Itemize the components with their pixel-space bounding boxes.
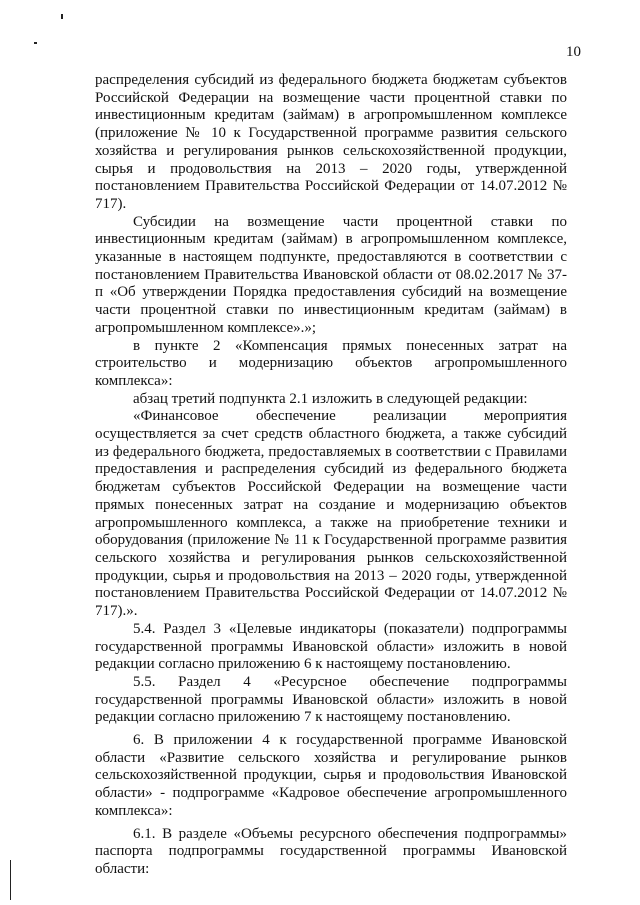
paragraph-financing: «Финансовое обеспечение реализации мероприятия осуществляется за счет средств областного бюджета, а также субсидий из федерального бюджета, предоставляемых в соответствии с Правилами предоставления и распределения субсидий из федерального бюджета бюджетам субъектов Российской Федерации на возмещение части прямых понесенных затрат на создание и модернизацию объектов агропромышленного комплекса, а также на приобретение техники и оборудования (приложение № 11 к Государственной программе развития сельского хозяйства и регулирования рынков сельскохозяйственной продукции, сырья и продовольствия на 2013 – 2020 годы, утвержденной постановлением Правительства Российской Федерации от 14.07.2012 № 717).». <box>95 408 567 620</box>
paragraph-subsidies: Субсидии на возмещение части процентной ставки по инвестиционным кредитам (займам) в агропромышленном комплексе, указанные в настоящем подпункте, предоставляются в соответствии с постановлением Правительства Ивановской области от 08.02.2017 № 37-п «Об утверждении Порядка предоставления субсидий на возмещение части процентной ставки по инвестиционным кредитам (займам) в агропромышленном комплексе».»; <box>95 213 567 336</box>
scan-mark <box>61 14 63 19</box>
document-body <box>95 72 567 879</box>
paragraph-5-5: 5.5. Раздел 4 «Ресурсное обеспечение подпрограммы государственной программы Ивановской области» изложить в новой редакции согласно приложению 7 к настоящему постановлению. <box>95 673 567 726</box>
scan-edge-line <box>10 860 11 900</box>
scan-mark <box>34 42 37 44</box>
paragraph-continuation: распределения субсидий из федерального бюджета бюджетам субъектов Российской Федерации на возмещение части процентной ставки по инвестиционным кредитам (займам) в агропромышленном комплексе (приложение № 10 к Государственной программе развития сельского хозяйства и регулирования рынков сельскохозяйственной продукции, сырья и продовольствия на 2013 – 2020 годы, утвержденной постановлением Правительства Российской Федерации от 14.07.2012 № 717). <box>95 72 567 212</box>
page-number: 10 <box>566 44 581 60</box>
paragraph-6: 6. В приложении 4 к государственной программе Ивановской области «Развитие сельского хозяйства и регулирование рынков сельскохозяйственной продукции, сырья и продовольствия Ивановской области» - подпрограмме «Кадровое обеспечение агропромышленного комплекса»: <box>95 732 567 819</box>
paragraph-5-4: 5.4. Раздел 3 «Целевые индикаторы (показатели) подпрограммы государственной программы Ивановской области» изложить в новой редакции согласно приложению 6 к настоящему постановлению. <box>95 620 567 673</box>
paragraph-abzac: абзац третий подпункта 2.1 изложить в следующей редакции: <box>133 390 528 407</box>
paragraph-6-1: 6.1. В разделе «Объемы ресурсного обеспечения подпрограммы» паспорта подпрограммы государственной программы Ивановской области: <box>95 825 567 877</box>
paragraph-point-2: в пункте 2 «Компенсация прямых понесенных затрат на строительство и модернизацию объектов агропромышленного комплекса»: <box>95 337 567 389</box>
